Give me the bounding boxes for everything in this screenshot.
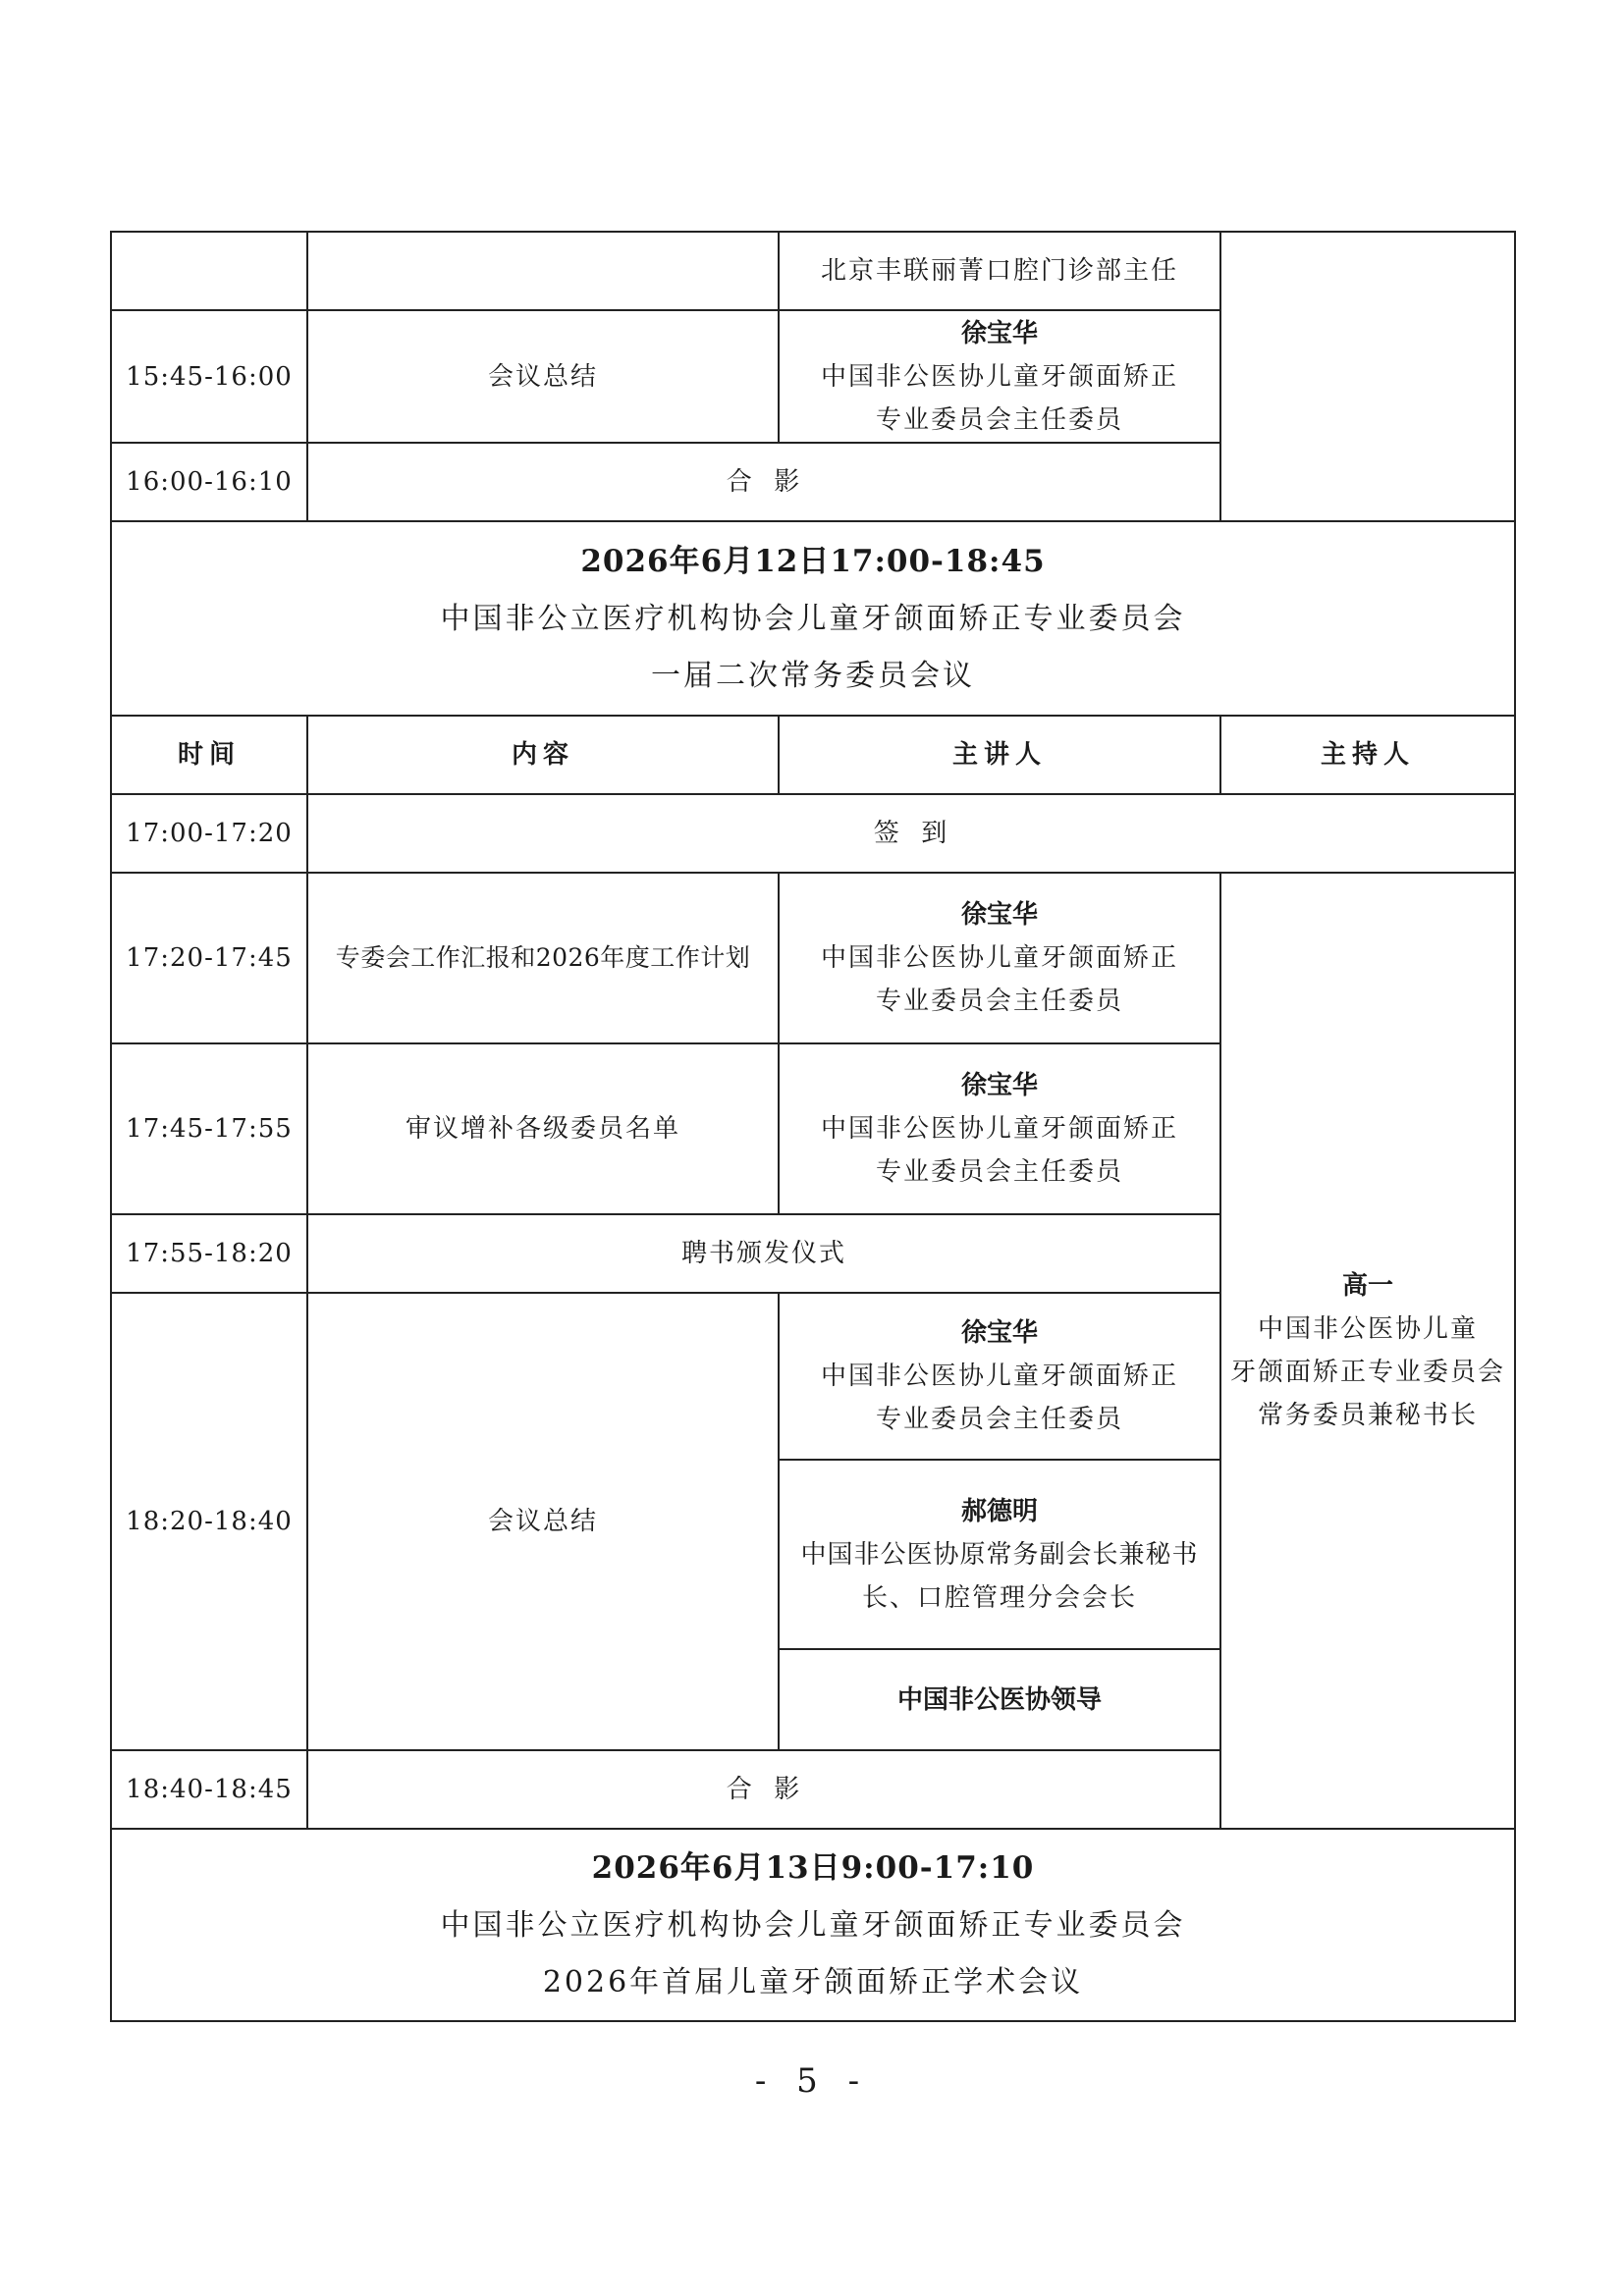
section-date: 2026年6月13日9:00-17:10 [591, 1850, 1035, 1886]
content-cell: 合 影 [307, 443, 1220, 521]
content-cell [307, 232, 779, 310]
speaker-role: 中国非公医协儿童牙颌面矫正 [820, 1362, 1178, 1391]
speaker-cell [779, 232, 1220, 310]
speaker-role: 专业委员会主任委员 [875, 987, 1123, 1016]
speaker-name: 郝德明 [960, 1496, 1038, 1526]
speaker-cell [779, 873, 1220, 1043]
speaker-cell [779, 1649, 1220, 1750]
content-cell: 合 影 [307, 1750, 1220, 1829]
speaker-cell [779, 310, 1220, 443]
speaker-role: 北京丰联丽菁口腔门诊部主任 [820, 256, 1178, 286]
time-cell: 15:45-16:00 [111, 310, 307, 443]
table-row [111, 794, 1515, 873]
speaker-role: 专业委员会主任委员 [875, 1157, 1123, 1187]
host-name: 高一 [1341, 1271, 1393, 1301]
speaker-name: 徐宝华 [960, 900, 1038, 930]
time-cell: 17:00-17:20 [111, 794, 307, 873]
speaker-role: 中国非公医协儿童牙颌面矫正 [820, 1114, 1178, 1144]
section-heading-row [111, 1829, 1515, 2021]
host-role: 常务委员兼秘书长 [1257, 1401, 1478, 1430]
speaker-role: 专业委员会主任委员 [875, 404, 1123, 435]
speaker-name: 徐宝华 [960, 1071, 1038, 1100]
time-cell: 17:20-17:45 [111, 873, 307, 1043]
speaker-role: 专业委员会主任委员 [875, 1405, 1123, 1434]
speaker-cell [779, 1460, 1220, 1649]
time-cell: 18:40-18:45 [111, 1750, 307, 1829]
content-cell: 会议总结 [307, 1293, 779, 1750]
speaker-cell [779, 1043, 1220, 1214]
time-cell: 18:20-18:40 [111, 1293, 307, 1750]
section-title: 中国非公立医疗机构协会儿童牙颌面矫正专业委员会 [440, 602, 1186, 636]
speaker-name: 中国非公医协领导 [896, 1684, 1102, 1715]
speaker-role: 中国非公医协儿童牙颌面矫正 [820, 361, 1178, 392]
content-cell: 会议总结 [307, 310, 779, 443]
speaker-name: 徐宝华 [960, 318, 1038, 348]
speaker-role: 长、口腔管理分会会长 [861, 1582, 1137, 1613]
host-cell [1220, 232, 1515, 521]
page-number: - 5 - [754, 2061, 870, 2101]
section-date: 2026年6月12日17:00-18:45 [580, 544, 1046, 579]
speaker-role: 中国非公医协儿童牙颌面矫正 [820, 943, 1178, 973]
time-cell [111, 232, 307, 310]
section-heading-row [111, 521, 1515, 716]
header-host: 主持人 [1220, 716, 1515, 794]
speaker-role: 中国非公医协原常务副会长兼秘书 [800, 1539, 1199, 1570]
content-cell: 聘书颁发仪式 [307, 1214, 1220, 1293]
header-row [111, 716, 1515, 794]
host-cell [1220, 873, 1515, 1829]
table-row [111, 873, 1515, 1043]
header-speaker: 主讲人 [779, 716, 1220, 794]
content-cell: 专委会工作汇报和2026年度工作计划 [307, 873, 779, 1043]
table-row [111, 232, 1515, 310]
speaker-cell [779, 1293, 1220, 1460]
header-time: 时间 [111, 716, 307, 794]
section-subtitle: 一届二次常务委员会议 [651, 659, 975, 693]
section-heading [111, 521, 1515, 716]
time-cell: 17:55-18:20 [111, 1214, 307, 1293]
section-subtitle: 2026年首届儿童牙颌面矫正学术会议 [542, 1965, 1084, 2000]
section-title: 中国非公立医疗机构协会儿童牙颌面矫正专业委员会 [440, 1908, 1186, 1943]
content-cell: 审议增补各级委员名单 [307, 1043, 779, 1214]
agenda-table [110, 231, 1516, 2022]
time-cell: 16:00-16:10 [111, 443, 307, 521]
host-role: 牙颌面矫正专业委员会 [1229, 1358, 1505, 1387]
host-role: 中国非公医协儿童 [1257, 1314, 1478, 1344]
section-heading [111, 1829, 1515, 2021]
time-cell: 17:45-17:55 [111, 1043, 307, 1214]
header-content: 内容 [307, 716, 779, 794]
speaker-name: 徐宝华 [960, 1318, 1038, 1348]
content-cell: 签 到 [307, 794, 1515, 873]
